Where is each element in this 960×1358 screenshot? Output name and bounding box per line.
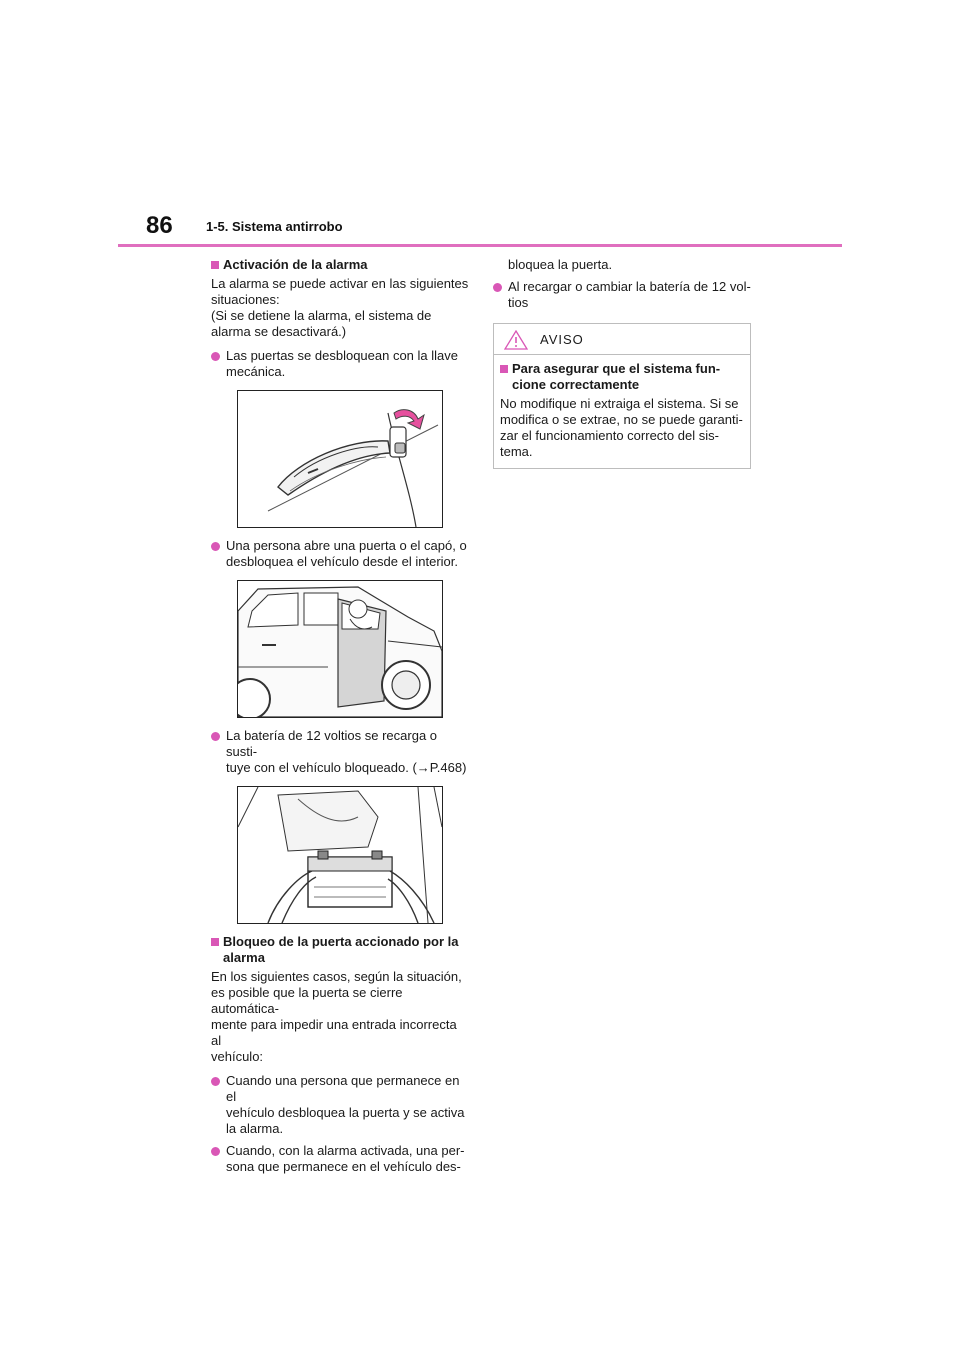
- header-rule: [118, 244, 842, 247]
- bullet-open-door: Una persona abre una puerta o el capó, o desbloquea el vehículo desde el interior.: [211, 538, 469, 570]
- notice-heading: Para asegurar que el sistema fun- cione correctamente: [500, 361, 744, 393]
- round-bullet-icon: [211, 1077, 220, 1086]
- section-title: 1-5. Sistema antirrobo: [206, 219, 343, 234]
- notice-box: [493, 323, 751, 469]
- right-column: [493, 257, 755, 469]
- notice-body: [494, 355, 750, 468]
- activation-intro: La alarma se puede activar en las siguientes situaciones: (Si se detiene la alarma, el sistema de alarma se desactivará.): [211, 276, 469, 339]
- bullet-battery-change: Al recargar o cambiar la batería de 12 vol- tios: [493, 279, 755, 311]
- round-bullet-icon: [211, 1147, 220, 1156]
- door-handle-illustration: [237, 390, 443, 528]
- square-bullet-icon: [211, 938, 219, 946]
- door-handle-drawing: [238, 391, 442, 527]
- square-bullet-icon: [211, 261, 219, 269]
- battery-illustration: [237, 786, 443, 924]
- round-bullet-icon: [211, 352, 220, 361]
- page-number: 86: [146, 212, 173, 239]
- bullet-battery-recharge: La batería de 12 voltios se recarga o susti- tuye con el vehículo bloqueado. (→P.468): [211, 728, 469, 776]
- bullet-alarm-active-continued: bloquea la puerta.: [508, 257, 613, 272]
- left-column: [211, 257, 469, 1181]
- round-bullet-icon: [211, 542, 220, 551]
- notice-text: No modifique ni extraiga el sistema. Si se modifica o se extrae, no se puede garanti- zar el funcionamiento correcto del sis- tema.: [500, 396, 743, 459]
- bullet-alarm-active: Cuando, con la alarma activada, una per- sona que permanece en el vehículo des-: [211, 1143, 469, 1175]
- lock-intro: En los siguientes casos, según la situación, es posible que la puerta se cierre automática- mente para impedir una entrada incorrecta al vehículo:: [211, 969, 462, 1064]
- bullet-person-unlocks: Cuando una persona que permanece en el vehículo desbloquea la puerta y se activa la alarma.: [211, 1073, 469, 1137]
- car-door-open-illustration: [237, 580, 443, 718]
- round-bullet-icon: [493, 283, 502, 292]
- notice-label: AVISO: [540, 332, 584, 347]
- battery-drawing: [238, 787, 442, 923]
- activation-heading: Activación de la alarma: [211, 257, 469, 273]
- square-bullet-icon: [500, 365, 508, 373]
- car-door-drawing: [238, 581, 442, 717]
- bullet-mechanical-key: Las puertas se desbloquean con la llave mecánica.: [211, 348, 469, 380]
- warning-triangle-icon: [504, 330, 528, 350]
- lock-heading: Bloqueo de la puerta accionado por la alarma: [211, 934, 469, 966]
- round-bullet-icon: [211, 732, 220, 741]
- notice-header: [494, 324, 750, 355]
